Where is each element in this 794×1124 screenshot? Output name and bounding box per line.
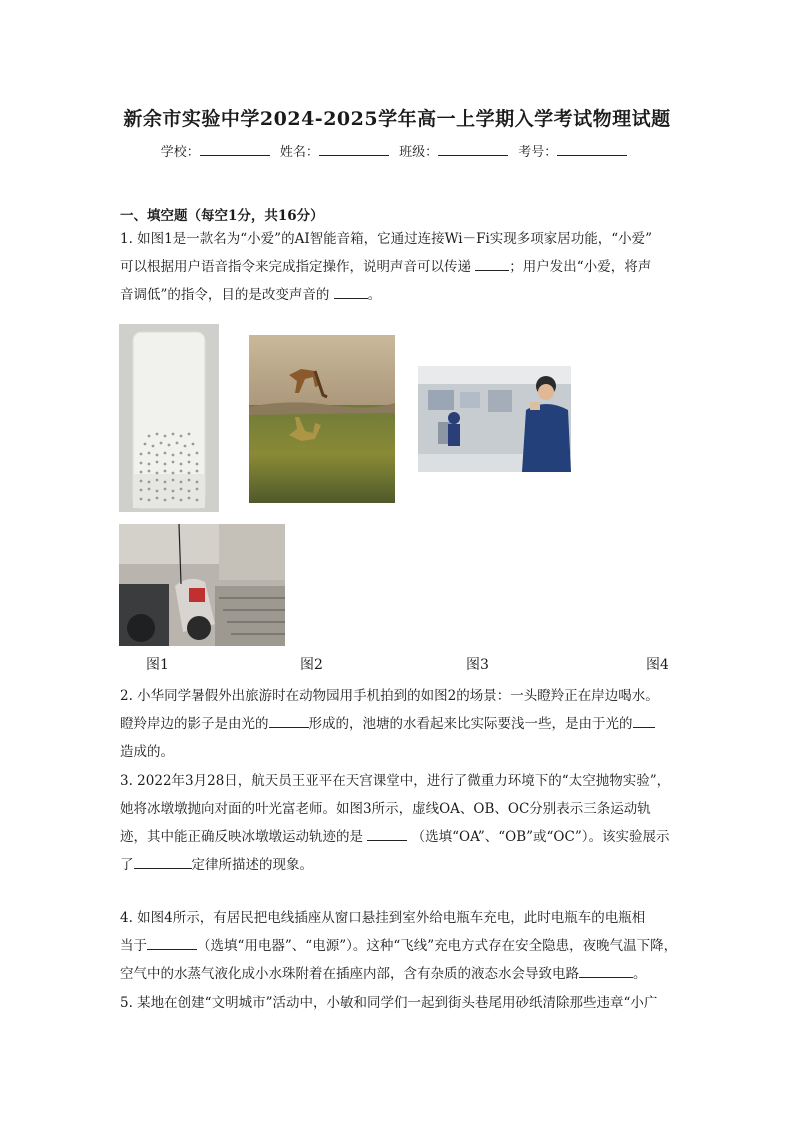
figure-1-smart-speaker	[119, 324, 219, 512]
q4-blank-1[interactable]	[147, 935, 197, 950]
figure-3-space-station	[418, 366, 571, 472]
q2-line3: 造成的。	[120, 744, 174, 760]
q1-blank-2[interactable]	[334, 284, 368, 299]
question-3	[120, 767, 680, 879]
caption-fig2: 图2	[300, 657, 323, 673]
q4-line2: 当于 （选填“用电器”、“电源”）。这种“飞线”充电方式存在安全隐患，夜晚气温下降，	[120, 932, 680, 960]
q1-blank-1[interactable]	[475, 256, 509, 271]
q3-line4: 了 定律所描述的现象。	[120, 851, 680, 879]
name-blank[interactable]	[319, 143, 389, 156]
name-label: 姓名：	[279, 145, 319, 160]
q4-line1: 4. 如图4所示，有居民把电线插座从窗口悬挂到室外给电瓶车充电，此时电瓶车的电瓶相	[120, 910, 646, 926]
question-2	[120, 682, 680, 766]
figure-4-scooter-charging	[119, 524, 285, 646]
q3-line1: 3. 2022年3月28日，航天员王亚平在天宫课堂中，进行了微重力环境下的“太空抛物实验”，	[120, 773, 671, 789]
q1-line3: 音调低”的指令，目的是改变声音的 。	[120, 281, 680, 309]
question-1	[120, 225, 680, 309]
class-label: 班级：	[399, 145, 439, 160]
q3-blank-1[interactable]	[367, 826, 407, 841]
number-blank[interactable]	[557, 143, 627, 156]
q1-line2: 可以根据用户语音指令来完成指定操作，说明声音可以传递 ；用户发出“小爱，将声	[120, 253, 680, 281]
q4-blank-2[interactable]	[579, 963, 633, 978]
caption-fig1: 图1	[146, 657, 169, 673]
section-heading: 一、填空题（每空1分，共16分）	[120, 208, 324, 224]
q3-line3: 迹，其中能正确反映冰墩墩运动轨迹的是 （选填“OA”、“OB”或“OC”）。该实验展示	[120, 823, 680, 851]
caption-fig3: 图3	[466, 657, 489, 673]
class-blank[interactable]	[438, 143, 508, 156]
q2-blank-1[interactable]	[269, 713, 309, 728]
q3-blank-2[interactable]	[134, 854, 192, 869]
number-label: 考号：	[518, 145, 558, 160]
figure-2-gazelle	[249, 335, 395, 503]
q2-line2: 瞪羚岸边的影子是由光的 形成的，池塘的水看起来比实际要浅一些，是由于光的	[120, 710, 680, 738]
q5-line1: 5. 某地在创建“文明城市”活动中，小敏和同学们一起到街头巷尾用砂纸清除那些违章“小广	[120, 995, 658, 1011]
page-title: 新余市实验中学2024-2025学年高一上学期入学考试物理试题	[123, 108, 671, 130]
question-4	[120, 904, 680, 988]
school-blank[interactable]	[200, 143, 270, 156]
q2-blank-2[interactable]	[633, 713, 655, 728]
student-info-line	[0, 141, 794, 160]
q4-line3: 空气中的水蒸气液化成小水珠附着在插座内部，含有杂质的液态水会导致电路 。	[120, 960, 680, 988]
q2-line1: 2. 小华同学暑假外出旅游时在动物园用手机拍到的如图2的场景：一头瞪羚正在岸边喝水。	[120, 688, 659, 704]
caption-fig4: 图4	[646, 657, 669, 673]
school-label: 学校：	[160, 145, 200, 160]
q3-line2: 她将冰墩墩抛向对面的叶光富老师。如图3所示，虚线OA、OB、OC分别表示三条运动轨	[120, 801, 651, 817]
q1-line1: 1. 如图1是一款名为“小爱”的AI智能音箱，它通过连接Wi－Fi实现多项家居功能，“小爱”	[120, 231, 653, 247]
question-5	[120, 989, 680, 1017]
